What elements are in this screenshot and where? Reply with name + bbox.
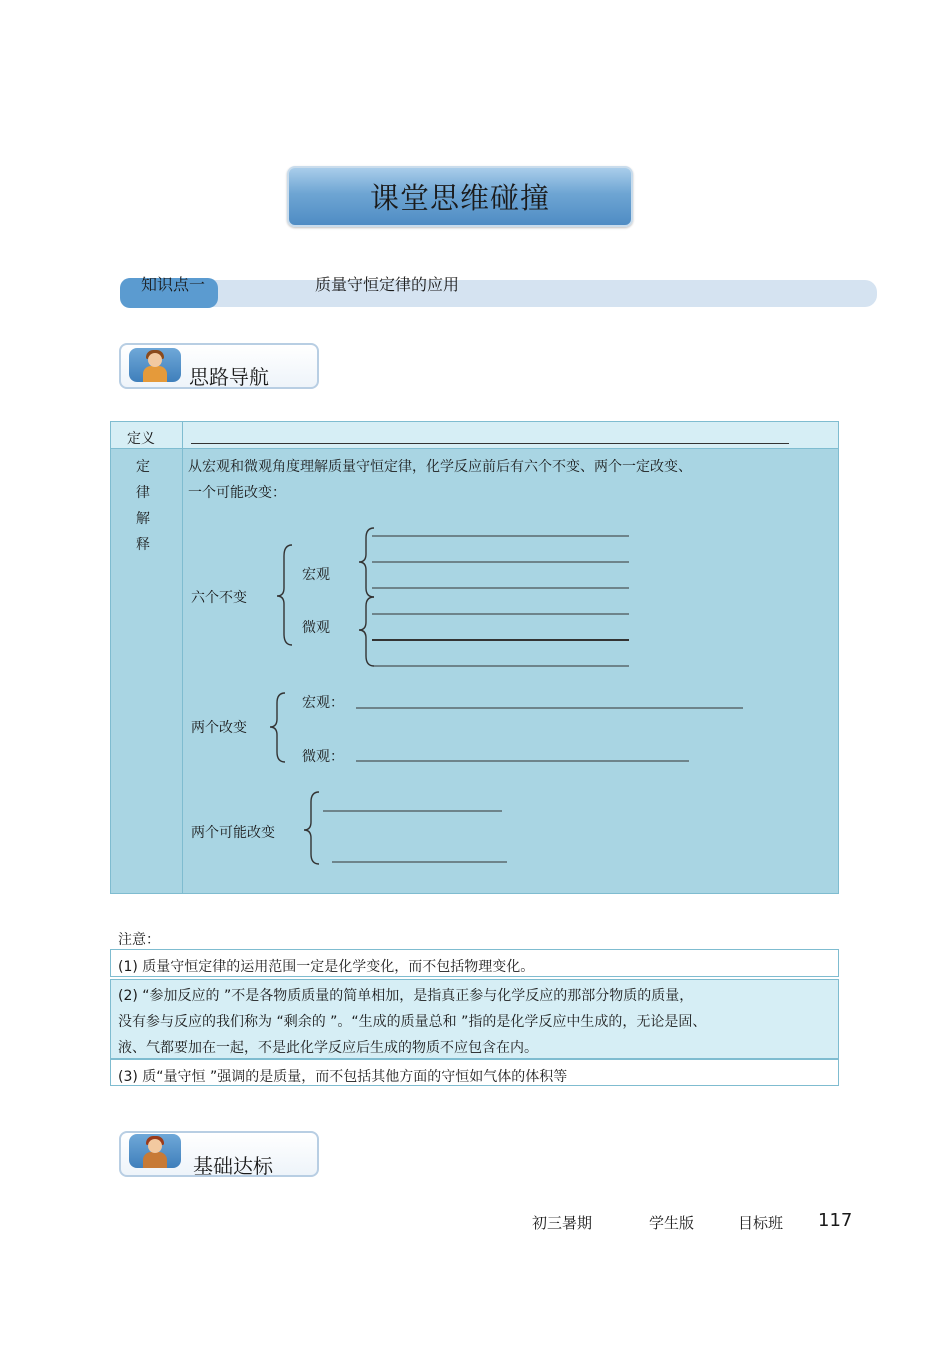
brace-icon (359, 528, 374, 597)
footer-term: 初三暑期 (532, 1214, 593, 1232)
brace-icon (359, 597, 374, 666)
notes-label: 注意： (118, 932, 160, 948)
note-3: (3) 质“量守恒 ”强调的是质量，而不包括其他方面的守恒如气体的体积等 (118, 1069, 568, 1085)
note-2-line1: (2) “参加反应的 ”不是各物质质量的简单相加，是指真正参与化学反应的那部分物质的质量， (118, 988, 694, 1004)
footer-class: 目标班 (738, 1214, 784, 1232)
explain-label-char: 释 (136, 537, 150, 553)
brace-icon (304, 792, 319, 864)
note-1: (1) 质量守恒定律的运用范围一定是化学变化，而不包括物理变化。 (118, 959, 535, 975)
note-2-line2: 没有参与反应的我们称为 “剩余的 ”。“生成的质量总和 ”指的是化学反应中生成的，无论是固、 (118, 1014, 707, 1030)
knowledge-point-label: 知识点一 (141, 275, 206, 294)
section-title-basics: 基础达标 (193, 1154, 273, 1178)
footer-edition: 学生版 (649, 1214, 695, 1232)
intro-text-line2: 一个可能改变： (188, 485, 286, 501)
knowledge-point-title: 质量守恒定律的应用 (315, 275, 460, 294)
note-2-line3: 液、气都要加在一起，不是此化学反应后生成的物质不应包含在内。 (118, 1040, 538, 1056)
six-macro-label: 宏观 (302, 567, 330, 583)
brace-icon (277, 545, 292, 645)
explain-label-char: 解 (136, 511, 150, 527)
definition-label: 定义 (127, 431, 155, 447)
two-changed-label: 两个改变 (191, 720, 247, 736)
explain-label-char: 律 (136, 485, 150, 501)
student-avatar-icon (129, 1134, 181, 1168)
six-unchanged-label: 六个不变 (191, 590, 247, 606)
explain-label-char: 定 (136, 459, 150, 475)
two-possible-label: 两个可能改变 (191, 825, 275, 841)
page-number: 117 (818, 1210, 853, 1231)
brace-icon (270, 693, 285, 762)
changed-micro-label: 微观： (302, 749, 344, 765)
banner-title: 课堂思维碰撞 (369, 181, 550, 215)
section-title-guide: 思路导航 (189, 365, 269, 389)
intro-text-line1: 从宏观和微观角度理解质量守恒定律，化学反应前后有六个不变、两个一定改变、 (188, 459, 692, 475)
changed-macro-label: 宏观： (302, 695, 344, 711)
six-micro-label: 微观 (302, 620, 330, 636)
